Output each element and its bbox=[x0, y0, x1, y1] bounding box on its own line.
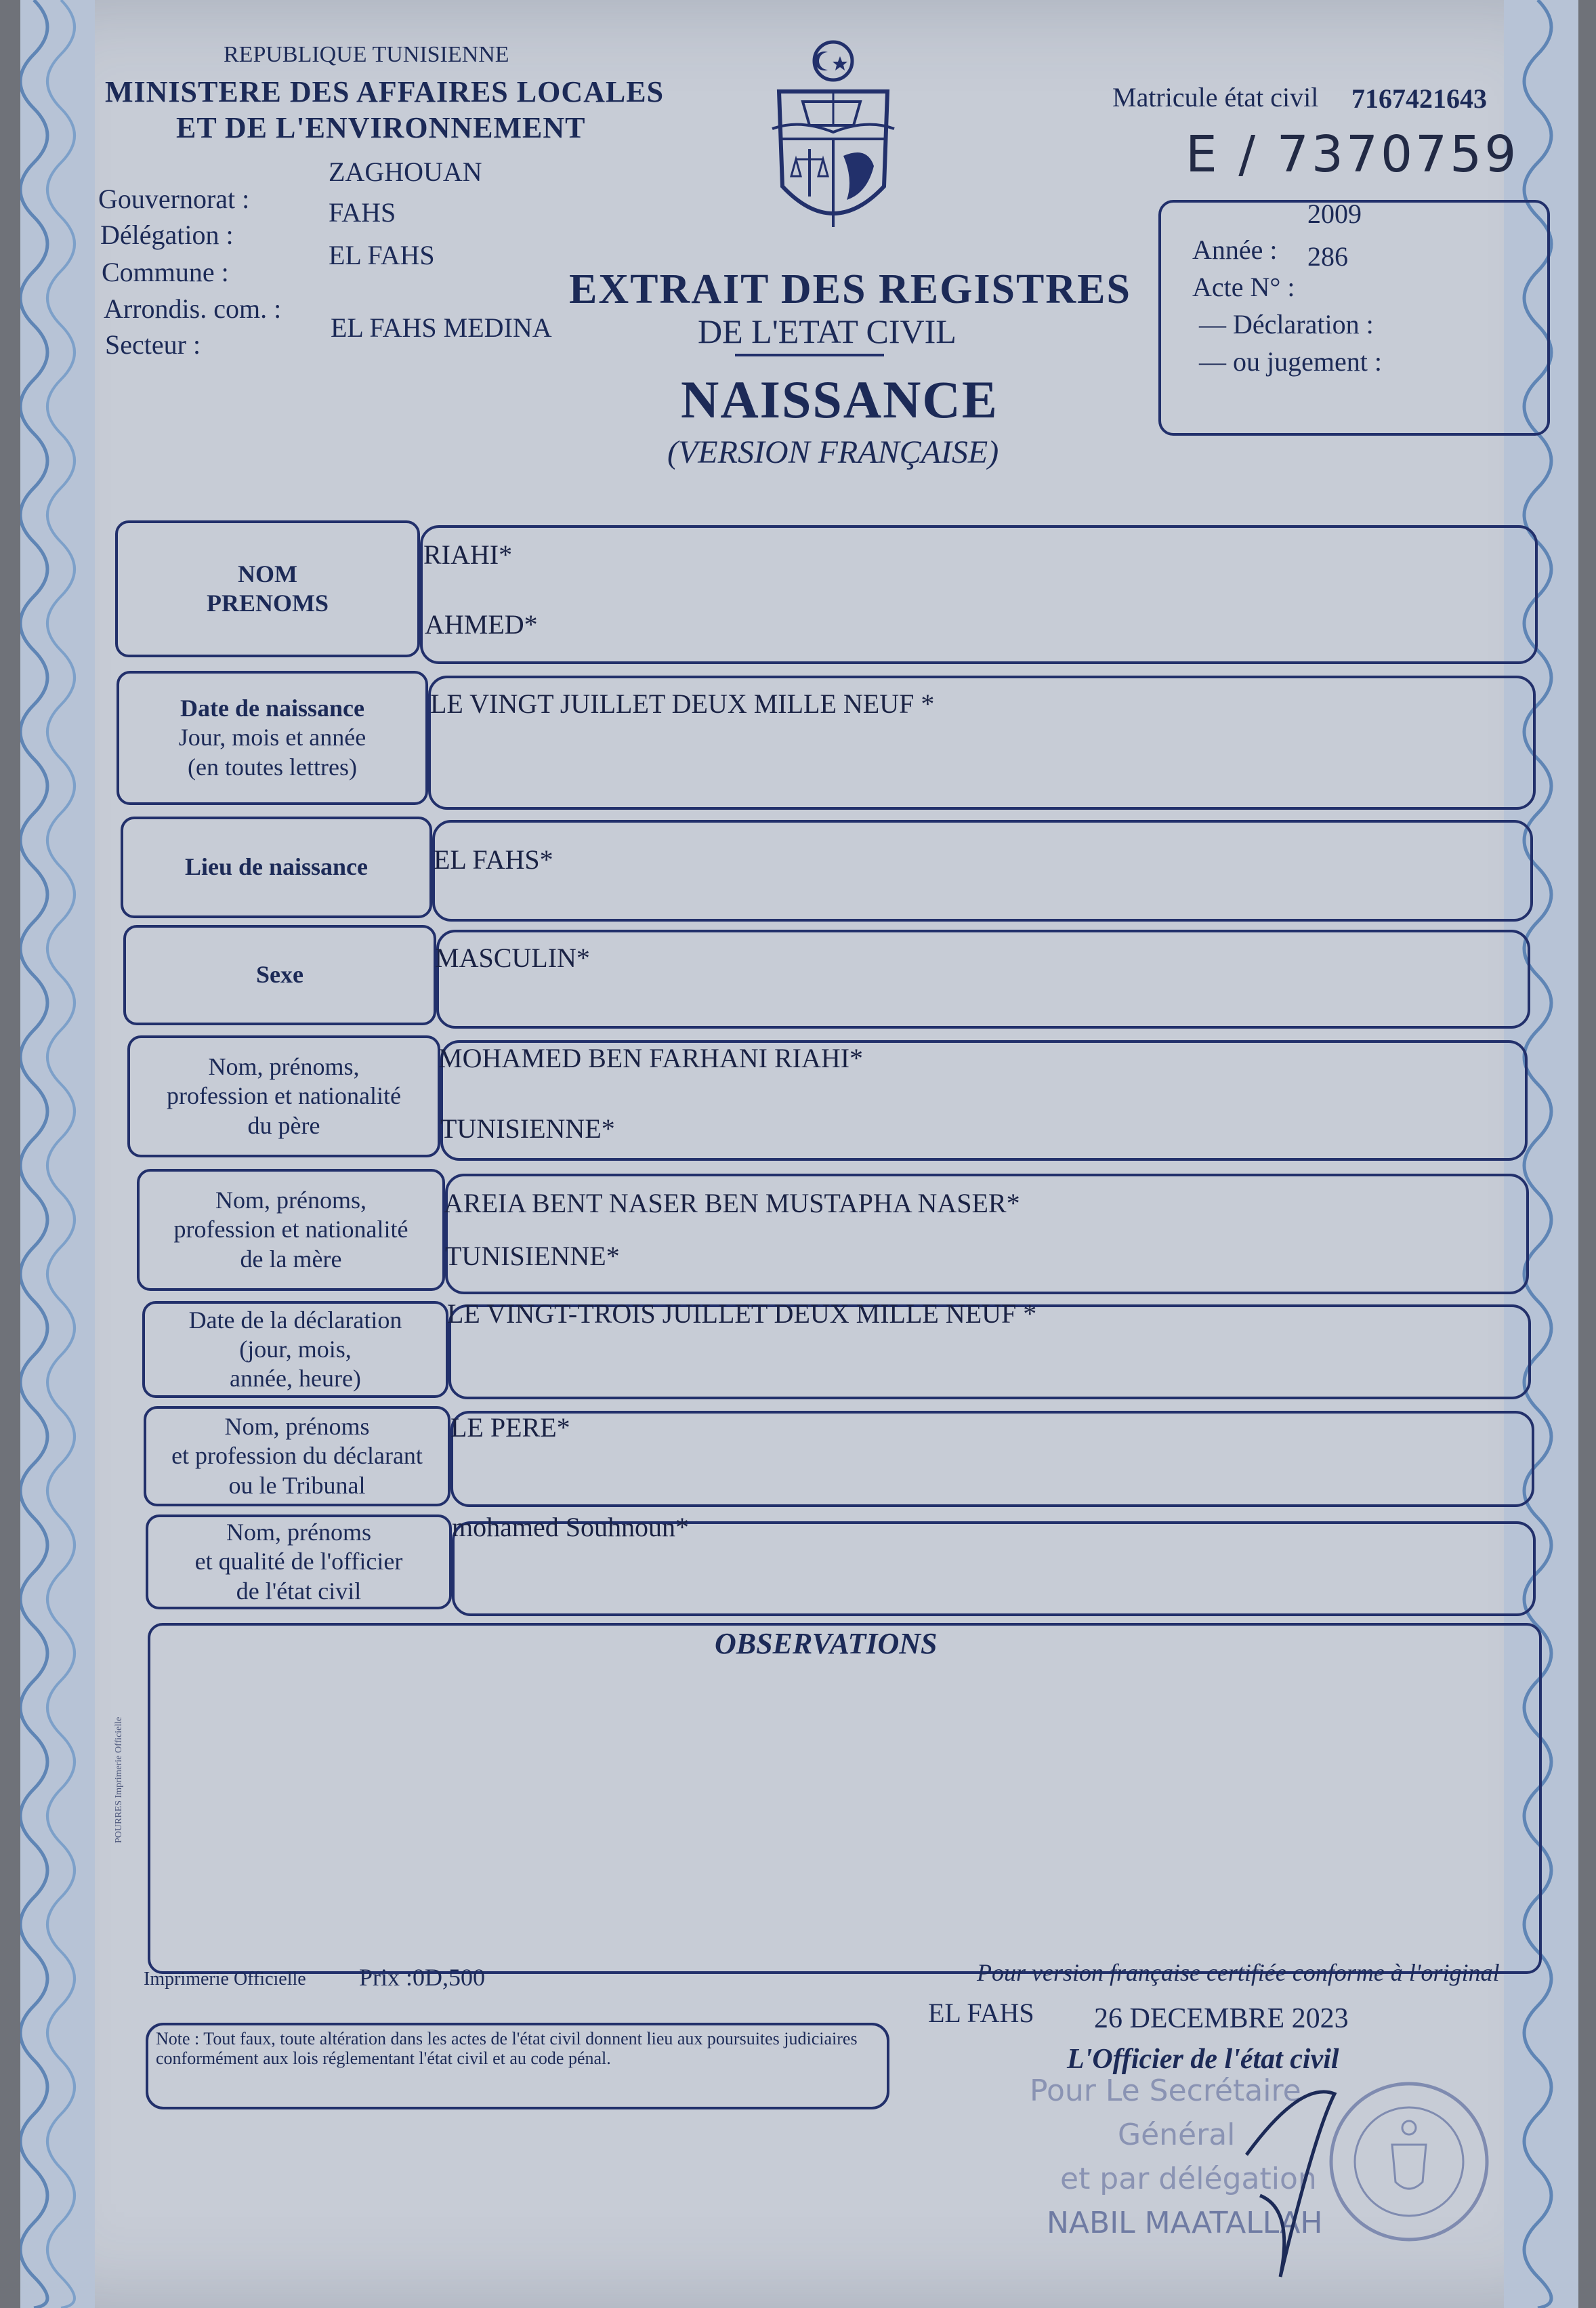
lieu-naissance-value: EL FAHS* bbox=[434, 844, 553, 875]
commune-label: Commune : bbox=[102, 257, 229, 287]
handwritten-signature bbox=[1219, 2074, 1395, 2290]
prix-label: Prix :0D,500 bbox=[359, 1964, 486, 1991]
left-security-border bbox=[20, 0, 95, 2308]
date-naissance-value: LE VINGT JUILLET DEUX MILLE NEUF * bbox=[430, 688, 935, 719]
pere-name-value: MOHAMED BEN FARHANI RIAHI* bbox=[438, 1043, 864, 1073]
acte-label: Acte N° : bbox=[1192, 272, 1295, 302]
issue-date: 26 DECEMBRE 2023 bbox=[1094, 2003, 1349, 2034]
declaration-label: — Déclaration : bbox=[1199, 309, 1374, 339]
date-naissance-label: Date de naissance Jour, mois et année (en toutes lettres) bbox=[117, 671, 428, 805]
issue-place: EL FAHS bbox=[928, 1998, 1034, 2028]
prenom-value: AHMED* bbox=[425, 609, 538, 640]
annee-label: Année : bbox=[1192, 234, 1278, 265]
certification-text: Pour version française certifiée conforme à l'original bbox=[977, 1959, 1500, 1986]
acte-number-value: 286 bbox=[1307, 241, 1348, 272]
secteur-value: EL FAHS MEDINA bbox=[331, 312, 552, 343]
republique-heading: REPUBLIQUE TUNISIENNE bbox=[224, 42, 509, 67]
declarant-label: Nom, prénoms et profession du déclarant ou le Tribunal bbox=[144, 1406, 450, 1506]
serial-number: E / 7370759 bbox=[1185, 125, 1519, 184]
officier-label: Nom, prénoms et qualité de l'officier de l'état civil bbox=[146, 1514, 452, 1609]
title-extrait: EXTRAIT DES REGISTRES bbox=[569, 266, 1131, 312]
officier-value: mohamed Souhnoun* bbox=[452, 1512, 689, 1542]
annee-value: 2009 bbox=[1307, 199, 1362, 229]
delegation-label: Délégation : bbox=[100, 220, 234, 250]
matricule-label: Matricule état civil bbox=[1112, 82, 1319, 112]
observations-box bbox=[148, 1623, 1542, 1974]
ministere-line1: MINISTERE DES AFFAIRES LOCALES bbox=[105, 75, 665, 108]
coat-of-arms-emblem bbox=[765, 37, 901, 247]
declarant-box bbox=[450, 1411, 1534, 1507]
ministere-line2: ET DE L'ENVIRONNEMENT bbox=[176, 111, 586, 144]
pere-label: Nom, prénoms, profession et nationalité du père bbox=[127, 1035, 440, 1157]
title-version: (VERSION FRANÇAISE) bbox=[667, 434, 999, 470]
declarant-value: LE PERE* bbox=[450, 1412, 570, 1443]
stamp-line3: et par délégation bbox=[1060, 2162, 1317, 2196]
observations-title: OBSERVATIONS bbox=[715, 1627, 938, 1660]
stamp-line2: Général bbox=[1118, 2118, 1236, 2152]
nom-value: RIAHI* bbox=[423, 539, 513, 570]
stamp-line1: Pour Le Secrétaire bbox=[1030, 2074, 1301, 2108]
sexe-box bbox=[436, 930, 1530, 1029]
matricule-value: 7167421643 bbox=[1351, 83, 1487, 114]
certificate-paper bbox=[20, 0, 1578, 2308]
sexe-value: MASCULIN* bbox=[435, 943, 590, 973]
mere-label: Nom, prénoms, profession et nationalité de la mère bbox=[137, 1169, 445, 1291]
lieu-naissance-label: Lieu de naissance bbox=[121, 817, 432, 918]
imprimerie-label: Imprimerie Officielle bbox=[144, 1969, 306, 1990]
jugement-label: — ou jugement : bbox=[1199, 346, 1382, 377]
note-text: Note : Tout faux, toute altération dans les actes de l'état civil donnent lieu aux poursuites judiciaires conformément aux lois réglementant l'état civil et au code pénal. bbox=[156, 2029, 858, 2068]
officier-signature-title: L'Officier de l'état civil bbox=[1067, 2044, 1339, 2075]
gouvernorat-label: Gouvernorat : bbox=[98, 184, 250, 214]
declaration-date-label: Date de la déclaration (jour, mois, année, heure) bbox=[142, 1301, 448, 1398]
nom-prenoms-label: NOM PRENOMS bbox=[115, 520, 420, 657]
nom-prenoms-box bbox=[420, 525, 1538, 664]
side-imprint: POURRES Imprimerie Officielle bbox=[114, 1716, 124, 1843]
stamp-line4: NABIL MAATALLAH bbox=[1047, 2206, 1323, 2240]
title-underline bbox=[735, 354, 884, 356]
commune-value: EL FAHS bbox=[329, 240, 435, 270]
title-etat-civil: DE L'ETAT CIVIL bbox=[698, 312, 957, 350]
lieu-naissance-box bbox=[432, 820, 1533, 922]
arrondis-label: Arrondis. com. : bbox=[104, 293, 282, 324]
declaration-date-value: LE VINGT-TROIS JUILLET DEUX MILLE NEUF * bbox=[447, 1298, 1037, 1329]
gouvernorat-value: ZAGHOUAN bbox=[329, 157, 482, 187]
mere-nationality-value: TUNISIENNE* bbox=[445, 1241, 620, 1271]
secteur-label: Secteur : bbox=[105, 329, 201, 360]
pere-nationality-value: TUNISIENNE* bbox=[440, 1113, 615, 1144]
mere-name-value: AREIA BENT NASER BEN MUSTAPHA NASER* bbox=[444, 1188, 1020, 1218]
delegation-value: FAHS bbox=[329, 197, 396, 228]
sexe-label: Sexe bbox=[123, 925, 436, 1025]
title-naissance: NAISSANCE bbox=[681, 370, 999, 429]
